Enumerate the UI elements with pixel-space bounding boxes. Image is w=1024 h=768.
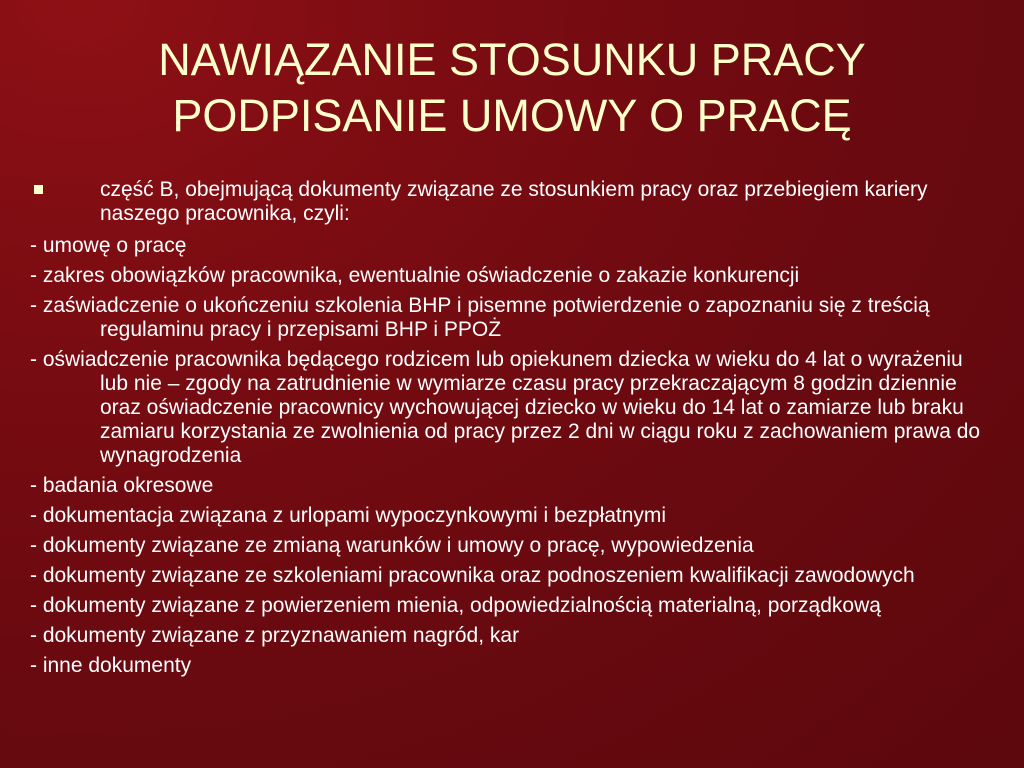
intro-bullet (30, 178, 990, 226)
list-item-badania-okresowe: - badania okresowe (30, 474, 214, 497)
list-item-inne-dokumenty: - inne dokumenty (30, 654, 192, 677)
slide-title-line-1: NAWIĄZANIE STOSUNKU PRACY (158, 34, 866, 85)
square-bullet-icon (34, 185, 43, 194)
slide-title (60, 32, 964, 144)
list-item-oswiadczenie-rodzica: - oświadczenie pracownika będącego rodzicem lub opiekunem dziecka w wieku do 4 lat o wyrażeniu lub nie – zgody na zatrudnienie w wymiarze czasu pracy przekraczającym 8 godzin dziennie oraz oświadczenie pracownicy wychowującej dziecko w wieku do 14 lat o zamiarze lub braku zamiaru korzystania ze zwolnienia od pracy przez 2 dni w ciągu roku z zachowaniem prawa do wynagrodzenia (30, 348, 981, 467)
list-item-powierzenie-mienia: - dokumenty związane z powierzeniem mienia, odpowiedzialnością materialną, porządkową (30, 594, 881, 617)
list-item-zakres-obowiazkow: - zakres obowiązków pracownika, ewentualnie oświadczenie o zakazie konkurencji (30, 264, 800, 287)
list-item-nagrody-kary: - dokumenty związane z przyznawaniem nagród, kar (30, 624, 520, 647)
intro-text: część B, obejmującą dokumenty związane ze stosunkiem pracy oraz przebiegiem kariery naszego pracownika, czyli: (100, 178, 928, 225)
slide-title-line-2: PODPISANIE UMOWY O PRACĘ (172, 90, 852, 141)
list-item-umowa: - umowę o pracę (30, 234, 187, 257)
slide-body (30, 178, 990, 684)
list-item-szkolenia: - dokumenty związane ze szkoleniami pracownika oraz podnoszeniem kwalifikacji zawodowych (30, 564, 915, 587)
list-item-zmiana-warunkow: - dokumenty związane ze zmianą warunków i umowy o pracę, wypowiedzenia (30, 534, 754, 557)
list-item-zaswiadczenie-bhp: - zaświadczenie o ukończeniu szkolenia BHP i pisemne potwierdzenie o zapoznaniu się z treścią regulaminu pracy i przepisami BHP i PPOŻ (30, 294, 930, 341)
list-item-urlopy: - dokumentacja związana z urlopami wypoczynkowymi i bezpłatnymi (30, 504, 667, 527)
